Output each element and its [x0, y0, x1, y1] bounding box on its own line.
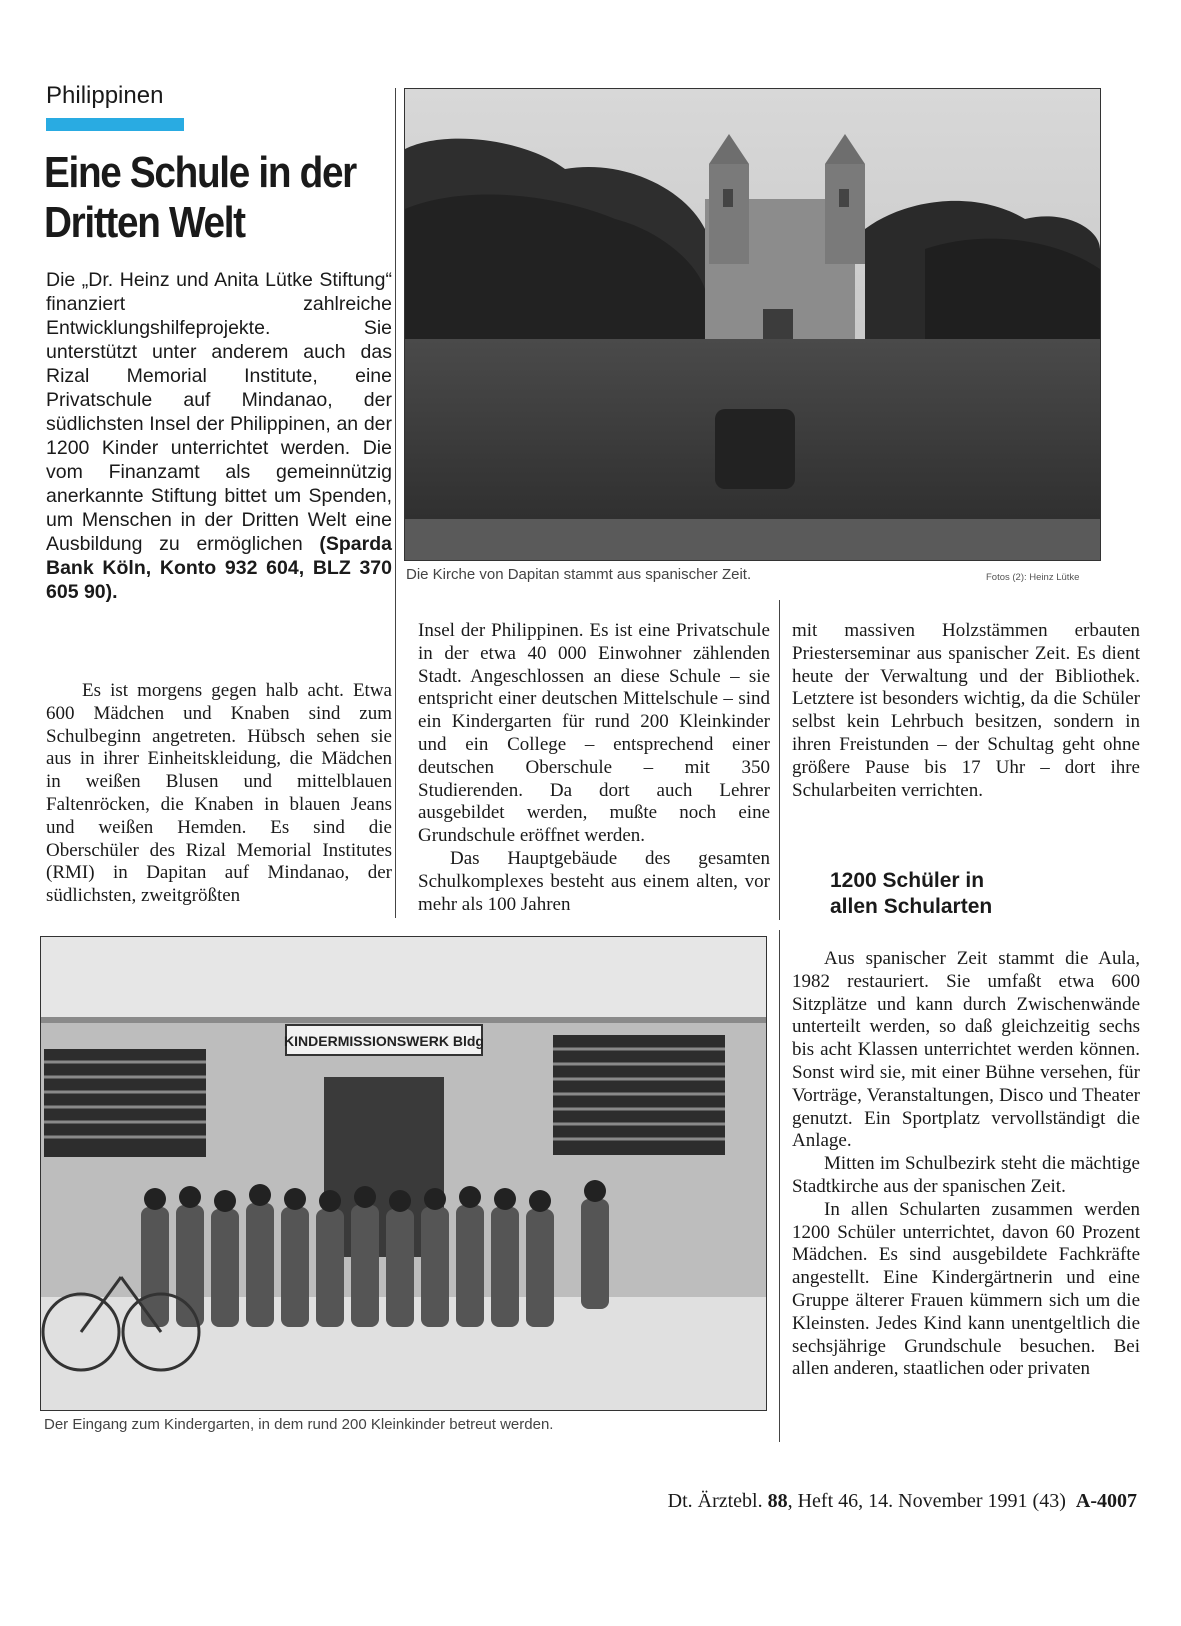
lead-text: Die „Dr. Heinz und Anita Lütke Stiftung“ finanziert zahlreiche Entwicklungshilfeprojekte. Sie unterstützt unter anderem auch das Rizal Memorial Institute, eine Privatschule auf Mindanao, der südlichsten Insel der Philippinen, an der 1200 Kinder unterrichtet werden. Die vom Finanzamt als gemeinnützig anerkannte Stiftung bittet um Spenden, um Menschen in der Dritten Welt eine Ausbildung zu ermöglichen — [46, 269, 392, 555]
headline-line-2: Dritten Welt — [44, 198, 245, 247]
col1-paragraph: Es ist morgens gegen halb acht. Etwa 600 Mädchen und Knaben sind zum Schulbeginn angetreten. Hübsch sehen sie aus in ihrer Einheitskleidung, die Mädchen in weißen Blusen und mittelblauen Faltenröcken, die Knaben in blauen Jeans und weißen Hemden. Es sind die Oberschüler des Rizal Memorial Institutes (RMI) in Dapitan auf Mindanao, der südlichsten, zweitgrößten — [46, 680, 392, 907]
body-column-1 — [46, 680, 392, 908]
col2-paragraph-1: Insel der Philippinen. Es ist eine Privatschule in der etwa 40 000 Einwohner zählenden Stadt. Angeschlossen an diese Schule – sie entspricht einer deutschen Mittelschule – sind ein Kindergarten für rund 200 Kleinkinder und ein College – entsprechend einer deutschen Oberschule – mit 350 Studierenden. Da dort auch Lehrer ausgebildet werden, mußte noch eine Grundschule eröffnet werden. — [418, 620, 770, 847]
kindergarten-photo — [40, 936, 767, 1411]
body-column-2 — [418, 620, 770, 916]
column-divider-2 — [779, 600, 780, 920]
issue-info: , Heft 46, 14. November 1991 (43) — [787, 1490, 1066, 1512]
subheading — [830, 868, 1130, 920]
photo-credit: Fotos (2): Heinz Lütke — [986, 572, 1080, 583]
col2-paragraph-2: Das Hauptgebäude des gesamten Schulkomplexes besteht aus einem alten, vor mehr als 100 Jahren — [418, 847, 770, 915]
col3-paragraph-4: In allen Schularten zusammen werden 1200 Schüler unterrichtet, davon 60 Prozent Mädchen. Es sind ausgebildete Fachkräfte angestellt. Eine Kindergärtnerin und eine Gruppe älterer Frauen kümmern sich um die Kleinsten. Jedes Kind kann unentgeltlich die sechsjährige Grundschule besuchen. Bei allen anderen, staatlichen oder privaten — [792, 1198, 1140, 1380]
kindergarten-sign: KINDERMISSIONSWERK Bldg — [284, 1033, 484, 1049]
journal-volume: 88 — [767, 1490, 788, 1512]
lead-bank-details: (Sparda Bank Köln, Konto 932 604, BLZ 370 605 90). — [46, 533, 392, 603]
column-divider-1 — [395, 88, 396, 918]
church-photo — [404, 88, 1101, 561]
body-column-3-bottom — [792, 948, 1140, 1381]
article-headline — [44, 148, 361, 248]
subheading-line-2: allen Schularten — [830, 895, 993, 918]
col3-paragraph-1: mit massiven Holzstämmen erbauten Priesterseminar aus spanischer Zeit. Es dient heute der Verwaltung und der Bibliothek. Letztere ist besonders wichtig, da die Schüler selbst kein Lehrbuch besitzen, sondern in ihren Freistunden – der Schultag geht ohne größere Pause bis 17 Uhr – dort ihre Schularbeiten verrichten. — [792, 620, 1140, 801]
church-photo-caption: Die Kirche von Dapitan stammt aus spanischer Zeit. — [406, 566, 752, 583]
section-kicker: Philippinen — [46, 82, 164, 109]
journal-name: Dt. Ärztebl. — [667, 1490, 763, 1512]
article-lead — [46, 268, 392, 604]
headline-line-1: Eine Schule in der — [44, 148, 356, 197]
col3-paragraph-3: Mitten im Schulbezirk steht die mächtige Stadtkirche aus der spanischen Zeit. — [792, 1153, 1140, 1197]
section-accent-bar — [46, 118, 184, 131]
page-footer — [668, 1490, 1137, 1513]
kindergarten-photo-image — [41, 937, 766, 1410]
column-divider-3 — [779, 930, 780, 1442]
kindergarten-photo-caption: Der Eingang zum Kindergarten, in dem rund 200 Kleinkinder betreut werden. — [44, 1416, 554, 1433]
page-number: A-4007 — [1075, 1490, 1137, 1512]
church-photo-image — [405, 89, 1100, 560]
subheading-line-1: 1200 Schüler in — [830, 869, 985, 892]
body-column-3-top — [792, 620, 1140, 802]
col3-paragraph-2: Aus spanischer Zeit stammt die Aula, 1982 restauriert. Sie umfaßt etwa 600 Sitzplätze und kann durch Zwischenwände unterteilt werden, so daß gleichzeitig sechs bis acht Klassen unterrichtet werden können. Sonst wird sie, mit einer Bühne versehen, für Vorträge, Veranstaltungen, Disco und Theater genutzt. Ein Sportplatz vervollständigt die Anlage. — [792, 948, 1140, 1152]
